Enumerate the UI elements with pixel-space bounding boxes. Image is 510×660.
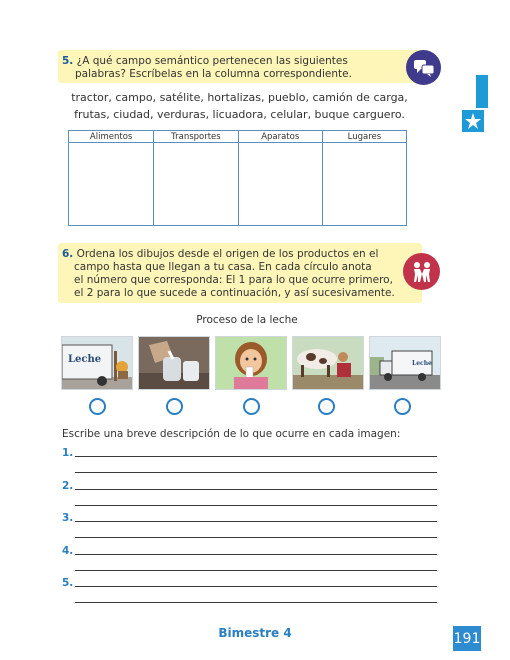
table-header-lugares: Lugares bbox=[322, 131, 406, 143]
footer-bimestre: Bimestre 4 bbox=[218, 626, 292, 640]
subject-logo-icon bbox=[462, 110, 484, 132]
question-5-number: 5. bbox=[62, 55, 74, 67]
table-header-aparatos: Aparatos bbox=[238, 131, 322, 143]
answer-cell-transportes[interactable] bbox=[154, 143, 238, 226]
page-number: 191 bbox=[453, 626, 481, 651]
order-circle-1[interactable] bbox=[89, 398, 106, 415]
question-5-line-2: palabras? Escríbelas en la columna correspondiente. bbox=[75, 68, 352, 80]
description-prompt: Escribe una breve descripción de lo que ocurre en cada imagen: bbox=[62, 428, 401, 440]
answer-cell-lugares[interactable] bbox=[322, 143, 406, 226]
question-6-line-1: Ordena los dibujos desde el origen de los productos en el bbox=[76, 248, 379, 260]
answer-line-1b[interactable] bbox=[75, 472, 437, 473]
order-circle-5[interactable] bbox=[394, 398, 411, 415]
question-6-line-4: el 2 para lo que sucede a continuación, y así sucesivamente. bbox=[74, 287, 395, 299]
answer-cell-alimentos[interactable] bbox=[69, 143, 154, 226]
subject-side-tab bbox=[476, 75, 488, 108]
pouring-milk-image bbox=[138, 336, 210, 390]
answer-line-4a[interactable] bbox=[75, 554, 437, 555]
answer-line-4b[interactable] bbox=[75, 570, 437, 571]
question-6-text bbox=[62, 248, 422, 300]
answer-number-5: 5. bbox=[62, 577, 74, 589]
answer-number-4: 4. bbox=[62, 545, 74, 557]
answer-number-2: 2. bbox=[62, 480, 74, 492]
answer-number-3: 3. bbox=[62, 512, 74, 524]
word-list-line-1: tractor, campo, satélite, hortalizas, pueblo, camión de carga, bbox=[71, 91, 408, 104]
table-answer-row bbox=[69, 143, 407, 226]
answer-line-5b[interactable] bbox=[75, 602, 437, 603]
answer-number-1: 1. bbox=[62, 447, 74, 459]
answer-line-1a[interactable] bbox=[75, 456, 437, 457]
answer-line-2b[interactable] bbox=[75, 505, 437, 506]
question-6-line-3: el número que corresponda: El 1 para lo que ocurre primero, bbox=[74, 274, 393, 286]
order-circle-3[interactable] bbox=[243, 398, 260, 415]
answer-line-3b[interactable] bbox=[75, 537, 437, 538]
semantic-field-table bbox=[68, 130, 407, 226]
subject-tab-label: Español bbox=[465, 74, 475, 110]
truck-road-label: Leche bbox=[412, 360, 432, 367]
question-5-text bbox=[62, 55, 402, 81]
word-list bbox=[62, 89, 417, 123]
girl-drinking-milk-image bbox=[215, 336, 287, 390]
table-header-row bbox=[69, 131, 407, 143]
answer-line-5a[interactable] bbox=[75, 586, 437, 587]
milk-truck-road-image bbox=[369, 336, 441, 390]
process-title: Proceso de la leche bbox=[196, 314, 298, 326]
order-circle-2[interactable] bbox=[166, 398, 183, 415]
teamwork-icon bbox=[403, 253, 440, 290]
table-header-alimentos: Alimentos bbox=[69, 131, 154, 143]
truck-label: Leche bbox=[68, 354, 102, 365]
answer-line-2a[interactable] bbox=[75, 489, 437, 490]
answer-line-3a[interactable] bbox=[75, 521, 437, 522]
word-list-line-2: frutas, ciudad, verduras, licuadora, celular, buque carguero. bbox=[74, 108, 405, 121]
speech-bubbles-icon bbox=[406, 50, 441, 85]
answer-cell-aparatos[interactable] bbox=[238, 143, 322, 226]
milking-cow-image bbox=[292, 336, 364, 390]
question-6-number: 6. bbox=[62, 248, 74, 260]
question-5-line-1: ¿A qué campo semántico pertenecen las siguientes bbox=[76, 55, 348, 67]
milk-truck-shop-image bbox=[61, 336, 133, 390]
table-header-transportes: Transportes bbox=[154, 131, 238, 143]
question-6-line-2: campo hasta que llegan a tu casa. En cada círculo anota bbox=[74, 261, 372, 273]
order-circle-4[interactable] bbox=[318, 398, 335, 415]
